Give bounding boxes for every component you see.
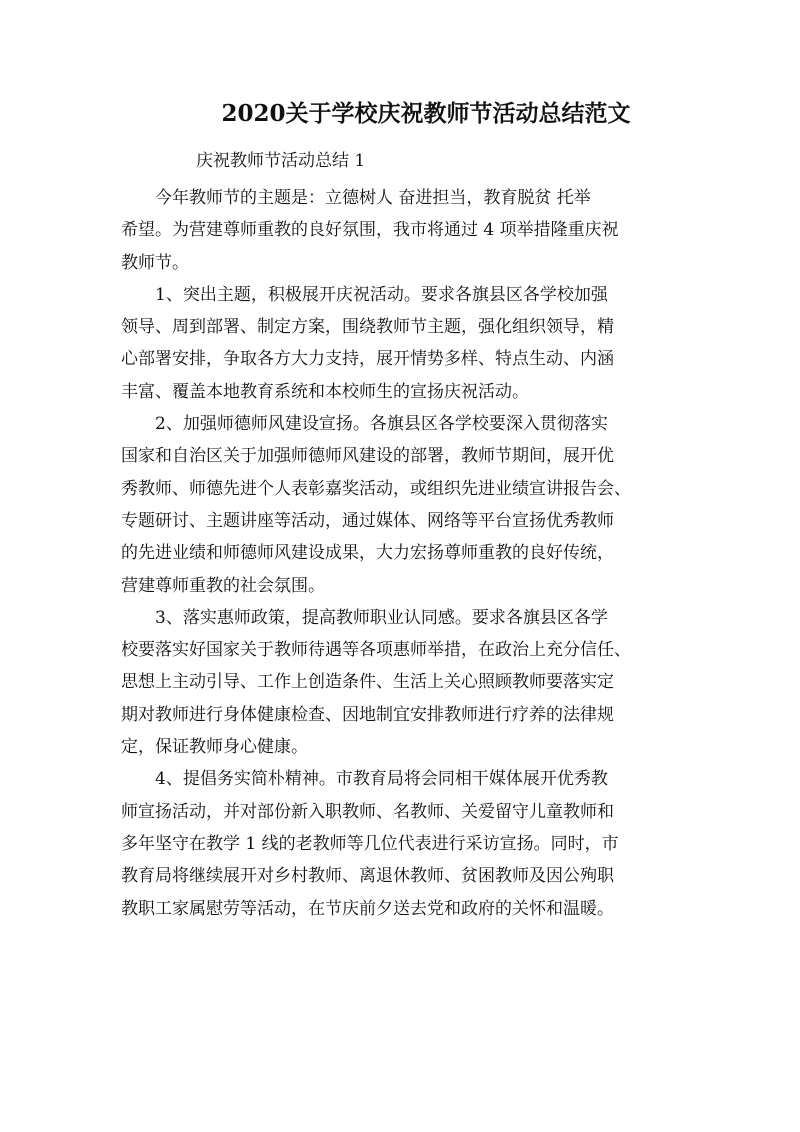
section-subtitle: 庆祝教师节活动总结 1 — [196, 151, 366, 171]
text-line: 4、提倡务实简朴精神。市教育局将会同相干媒体展开优秀教 — [155, 769, 608, 790]
text-line: 思想上主动引导、工作上创造条件、生活上关心照顾教师要落实定 — [121, 672, 614, 693]
text-line: 1、突出主题，积极展开庆祝活动。要求各旗县区各学校加强 — [155, 284, 608, 305]
text-line: 教职工家属慰劳等活动，在节庆前夕送去党和政府的关怀和温暖。 — [121, 898, 614, 919]
text-line: 营建尊师重教的社会氛围。 — [121, 575, 325, 596]
text-line: 多年坚守在教学 1 线的老教师等几位代表进行采访宣扬。同时，市 — [121, 833, 619, 854]
text-line: 3、落实惠师政策，提高教师职业认同感。要求各旗县区各学 — [155, 607, 608, 628]
document-title: 2020关于学校庆祝教师节活动总结范文 — [221, 100, 631, 127]
text-line: 教育局将继续展开对乡村教师、离退休教师、贫困教师及因公殉职 — [121, 866, 614, 887]
text-line: 丰富、覆盖本地教育系统和本校师生的宣扬庆祝活动。 — [121, 381, 529, 402]
text-line: 秀教师、师德先进个人表彰嘉奖活动，或组织先进业绩宣讲报告会、 — [121, 478, 631, 499]
text-line: 期对教师进行身体健康检查、因地制宜安排教师进行疗养的法律规 — [121, 704, 614, 725]
text-line: 今年教师节的主题是：立德树人 奋进担当，教育脱贫 托举 — [155, 188, 591, 208]
paragraph-2 — [121, 279, 689, 408]
paragraph-1 — [121, 182, 689, 279]
text-line: 心部署安排，争取各方大力支持，展开情势多样、特点生动、内涵 — [121, 349, 614, 370]
paragraph-4 — [121, 602, 689, 763]
paragraph-5 — [121, 763, 689, 924]
text-line: 的先进业绩和师德师风建设成果，大力宏扬尊师重教的良好传统， — [121, 543, 614, 564]
paragraph-3 — [121, 408, 689, 602]
text-line: 国家和自治区关于加强师德师风建设的部署，教师节期间，展开优 — [121, 446, 614, 467]
text-line: 希望。为营建尊师重教的良好氛围，我市将通过 4 项举措隆重庆祝 — [121, 220, 619, 241]
text-line: 专题研讨、主题讲座等活动，通过媒体、网络等平台宣扬优秀教师 — [121, 510, 614, 531]
text-line: 教师节。 — [121, 252, 189, 273]
text-line: 领导、周到部署、制定方案，围绕教师节主题，强化组织领导，精 — [121, 317, 614, 338]
text-line: 师宣扬活动，并对部份新入职教师、名教师、关爱留守儿童教师和 — [121, 801, 614, 822]
document-body — [121, 182, 689, 925]
text-line: 2、加强师德师风建设宣扬。各旗县区各学校要深入贯彻落实 — [155, 414, 608, 435]
text-line: 定，保证教师身心健康。 — [121, 737, 308, 758]
text-line: 校要落实好国家关于教师待遇等各项惠师举措，在政治上充分信任、 — [121, 640, 631, 661]
